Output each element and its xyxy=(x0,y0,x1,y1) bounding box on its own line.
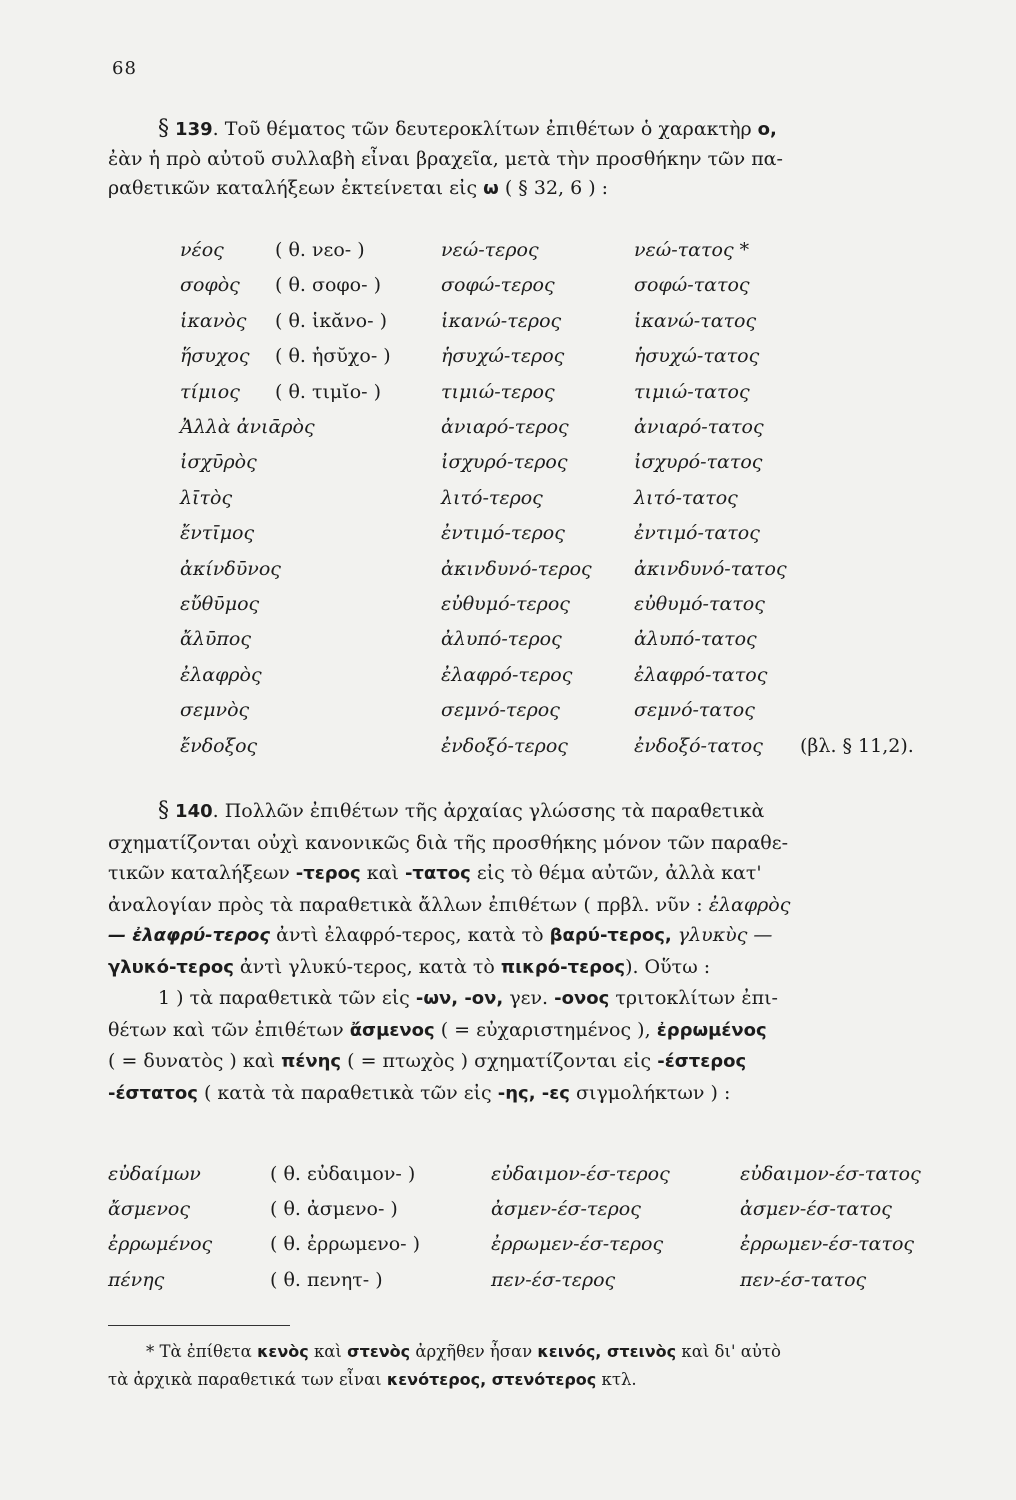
s140-l9-b1: πένης xyxy=(281,1051,342,1072)
footnote-b1: κενὸς xyxy=(257,1342,309,1361)
s139-line3-b: ( § 32, 6 ) : xyxy=(504,177,609,199)
cell-adj: ἔντῑμος xyxy=(180,522,255,545)
cell-comp: ἀκινδυνό-τερος xyxy=(441,557,592,580)
s140-l7-a: 1 ) τὰ παραθετικὰ τῶν εἰς xyxy=(158,987,410,1009)
cell-theme: ( θ. νεο- ) xyxy=(275,239,365,261)
s140-l10-a: ( κατὰ τὰ παραθετικὰ τῶν εἰς xyxy=(203,1081,492,1104)
cell-sup: πεν-έσ-τατος xyxy=(740,1268,867,1291)
cell-adj: ἄλῡπος xyxy=(180,628,251,651)
s140-l8-b2: ἐρρωμένος xyxy=(656,1019,767,1041)
cell-sup: ἐρρωμεν-έσ-τατος xyxy=(740,1233,915,1256)
s140-l7-b2: -ονος xyxy=(554,988,610,1009)
s140-l5-it: γλυκὺς — xyxy=(677,924,773,946)
cell-sup: λιτό-τατος xyxy=(634,486,738,509)
s140-l4-it: ἐλαφρὸς xyxy=(708,893,791,916)
s140-l10-b2: -ης, -ες xyxy=(497,1082,570,1104)
cell-comp: πεν-έσ-τερος xyxy=(491,1268,616,1291)
cell-sup: εὐθυμό-τατος xyxy=(634,593,765,615)
cell-comp: ἱκανώ-τερος xyxy=(441,309,562,332)
cell-adj: εὐδαίμων xyxy=(108,1163,201,1185)
cell-adj: σεμνὸς xyxy=(180,699,250,722)
cell-theme: ( θ. σοφο- ) xyxy=(275,274,381,297)
s140-l9-c: ( = πτωχὸς ) σχηματίζονται εἰς xyxy=(347,1050,652,1072)
s140-l5-b: βαρύ-τερος, xyxy=(549,925,672,946)
cell-comp: σεμνό-τερος xyxy=(441,699,560,722)
cell-comp: ἀλυπό-τερος xyxy=(441,628,562,651)
section-number: 140 xyxy=(175,801,213,822)
s140-l6-b2: πικρό-τερος xyxy=(500,956,626,978)
cell-theme: ( θ. τιμῐο- ) xyxy=(275,380,382,403)
cell-adj: ἀκίνδῡνος xyxy=(180,557,281,580)
s140-l5-a: ἀντὶ ἐλαφρό-τερος, κατὰ τὸ xyxy=(276,924,544,946)
cell-comp: εὐδαιμον-έσ-τερος xyxy=(491,1163,670,1185)
s140-l7-b1: -ων, -ον, xyxy=(415,988,504,1009)
s140-l1: . Πολλῶν ἐπιθέτων τῆς ἀρχαίας γλώσσης τὰ παραθετικὰ xyxy=(212,800,765,822)
cell-adj: ἔνδοξος xyxy=(180,734,258,757)
cell-adj: ἰσχῡρὸς xyxy=(180,451,257,474)
cell-sup: ἀλυπό-τατος xyxy=(634,628,757,651)
s140-l3-a: τικῶν καταλήξεων xyxy=(108,862,290,884)
cell-note: (βλ. § 11,2). xyxy=(800,734,914,757)
cell-sup: σοφώ-τατος xyxy=(634,274,750,297)
s139-line2: ἐὰν ἡ πρὸ αὐτοῦ συλλαβὴ εἶναι βραχεῖα, μετὰ τὴν προσθήκην τῶν πα- xyxy=(108,147,783,170)
s140-l6-a: ἀντὶ γλυκύ-τερος, κατὰ τὸ xyxy=(239,955,495,978)
s139-line3-a: ραθετικῶν καταλήξεων ἐκτείνεται εἰς xyxy=(108,177,478,199)
cell-adj: λῑτὸς xyxy=(180,486,233,509)
cell-comp: ἰσχυρό-τερος xyxy=(441,451,568,474)
s140-l8-b1: ἄσμενος xyxy=(349,1019,435,1041)
cell-comp: λιτό-τερος xyxy=(441,486,543,509)
cell-sup: ἀνιαρό-τατος xyxy=(634,416,764,438)
s140-l3-c: καὶ xyxy=(366,862,399,884)
cell-adj: ἱκανὸς xyxy=(180,309,247,332)
s139-line1-text: . Τοῦ θέματος τῶν δευτεροκλίτων ἐπιθέτων ὁ χαρακτὴρ xyxy=(212,118,752,140)
cell-theme: ( θ. εὐδαιμον- ) xyxy=(270,1163,416,1185)
footnote-g: κτλ. xyxy=(601,1370,637,1389)
cell-comp: ἐρρωμεν-έσ-τερος xyxy=(491,1233,664,1256)
s140-l3-b1: -τερος xyxy=(295,863,361,884)
cell-sup: ἐλαφρό-τατος xyxy=(634,663,768,686)
section-139-paragraph xyxy=(108,114,960,204)
cell-theme: ( θ. ἀσμενο- ) xyxy=(270,1198,398,1221)
cell-adj: ἐλαφρὸς xyxy=(180,663,262,686)
s140-l9-b2: -έστερος xyxy=(657,1051,747,1072)
cell-sup: ἱκανώ-τατος xyxy=(634,309,757,332)
footnote-divider xyxy=(108,1325,290,1326)
cell-adj: ἐρρωμένος xyxy=(108,1233,213,1256)
cell-comp: νεώ-τερος xyxy=(441,239,539,261)
s140-l9-a: ( = δυνατὸς ) καὶ xyxy=(108,1050,276,1072)
cell-adj: πένης xyxy=(108,1268,165,1291)
s140-l4-a: ἀναλογίαν πρὸς τὰ παραθετικὰ ἄλλων ἐπιθέτων ( πρβλ. νῦν : xyxy=(108,893,703,916)
s140-l10-b1: -έστατος xyxy=(108,1082,198,1104)
s140-l6-b1: γλυκό-τερος xyxy=(108,956,234,978)
footnote-c: καὶ xyxy=(313,1342,342,1361)
cell-adj: σοφὸς xyxy=(180,274,240,297)
footnote-b4: κενότερος, στενότερος xyxy=(386,1370,597,1389)
cell-sup: ἡσυχώ-τατος xyxy=(634,345,760,368)
s140-l6-c: ). Οὕτω : xyxy=(625,955,711,978)
cell-comp: ἀσμεν-έσ-τερος xyxy=(491,1198,641,1221)
footnote-d: ἀρχῆθεν ἦσαν xyxy=(415,1342,533,1361)
s139-line3-bold: ω xyxy=(483,178,499,199)
cell-theme: ( θ. ἐρρωμενο- ) xyxy=(270,1233,421,1256)
footnote-a: * Τὰ ἐπίθετα xyxy=(146,1342,252,1361)
s140-l8-c: ( = εὐχαριστημένος ), xyxy=(440,1018,651,1041)
cell-adj: ἄσμενος xyxy=(108,1198,190,1221)
s140-l7-c: γεν. xyxy=(509,987,549,1009)
s140-l5-bold-it: — ἐλαφρύ-τερος xyxy=(108,925,271,946)
footnote-f: τὰ ἀρχικὰ παραθετικά των εἶναι xyxy=(108,1370,382,1389)
section-symbol: § xyxy=(158,798,169,823)
s139-line1-bold: ο, xyxy=(757,119,777,140)
cell-sup: ἐνδοξό-τατος xyxy=(634,734,763,757)
cell-sup: ἰσχυρό-τατος xyxy=(634,451,763,474)
page-number: 68 xyxy=(112,58,137,79)
cell-comp: ἀνιαρό-τερος xyxy=(441,416,569,438)
s140-l7-d: τριτοκλίτων ἐπι- xyxy=(615,987,778,1009)
cell-comp: ἐνδοξό-τερος xyxy=(441,734,568,757)
section-number: 139 xyxy=(175,119,213,140)
cell-adj: νέος xyxy=(180,239,224,261)
cell-adj: τίμιος xyxy=(180,380,240,403)
cell-comp: ἐλαφρό-τερος xyxy=(441,663,573,686)
cell-sup: τιμιώ-τατος xyxy=(634,380,750,403)
footnote-b3: κεινός, στεινὸς xyxy=(537,1342,677,1361)
cell-comp: τιμιώ-τερος xyxy=(441,380,555,403)
cell-adj: Ἀλλὰ ἀνιᾱρὸς xyxy=(180,416,315,438)
cell-comp: εὐθυμό-τερος xyxy=(441,593,570,615)
cell-comp: ἡσυχώ-τερος xyxy=(441,345,565,368)
s140-l2: σχηματίζονται οὐχὶ κανονικῶς διὰ τῆς προσθήκης μόνον τῶν παραθε- xyxy=(108,831,789,854)
s140-l10-c: σιγμολήκτων ) : xyxy=(576,1081,731,1104)
cell-theme: ( θ. ἱκᾰνο- ) xyxy=(275,309,387,332)
cell-sup: ἀκινδυνό-τατος xyxy=(634,557,787,580)
cell-sup: σεμνό-τατος xyxy=(634,699,755,722)
cell-comp: ἐντιμό-τερος xyxy=(441,522,565,545)
footnote-b2: στενὸς xyxy=(347,1342,411,1361)
cell-sup: ἐντιμό-τατος xyxy=(634,522,760,545)
cell-comp: σοφώ-τερος xyxy=(441,274,555,297)
cell-adj: εὔθῡμος xyxy=(180,593,260,615)
s140-l3-d: εἰς τὸ θέμα αὐτῶν, ἀλλὰ κατ' xyxy=(476,862,762,884)
cell-theme: ( θ. ἡσῠχο- ) xyxy=(275,345,391,368)
cell-theme: ( θ. πενητ- ) xyxy=(270,1268,383,1291)
s140-l3-b2: -τατος xyxy=(404,863,471,884)
s140-l8-a: θέτων καὶ τῶν ἐπιθέτων xyxy=(108,1018,344,1041)
footnote xyxy=(108,1338,960,1394)
footnote-e: καὶ δι' αὐτὸ xyxy=(681,1342,781,1361)
section-140-paragraph xyxy=(108,796,960,1109)
cell-adj: ἥσυχος xyxy=(180,345,250,368)
cell-sup: ἀσμεν-έσ-τατος xyxy=(740,1198,892,1221)
cell-sup: εὐδαιμον-έσ-τατος xyxy=(740,1163,921,1185)
cell-sup: νεώ-τατος * xyxy=(634,239,750,261)
section-symbol: § xyxy=(158,116,169,141)
